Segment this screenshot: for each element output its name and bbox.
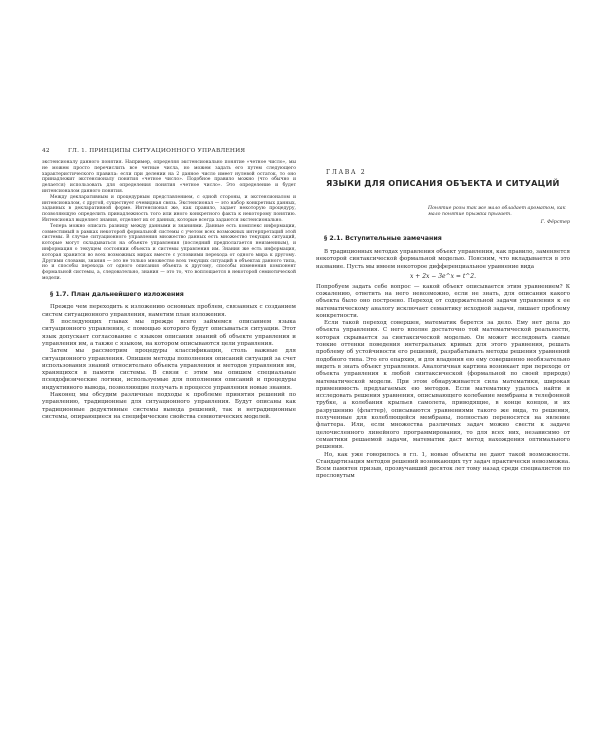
page-number: 42 (42, 148, 50, 154)
chapter-title: ЯЗЫКИ ДЛЯ ОПИСАНИЯ ОБЪЕКТА И СИТУАЦИЙ (326, 177, 560, 188)
paragraph: Теперь можно описать разницу между данными и знаниями. Данные есть комплекс информации, совместимый в рамках некоторой формальной системы с учетом всех возможных интерпретаций этой системы. В случае ситуационного управления множество данных есть множество текущих ситуаций, которые могут складываться на объекте управления (последний предполагается неизменным), и информация о текущем состоянии объекта и системы управления им. Знания же есть информация, которая хранится во всех возможных мирах вместе с условиями перехода от одного мира к другому. Другими словами, знания — это не только множество всех текущих ситуаций в объектах данного типа, но и способы перехода от одного описания объекта к другому, способы изменения компонент формальной системы, а, следовательно, знания — это то, что воплощается в некоторой семиотической модели. (42, 223, 296, 281)
paragraph: В последующих главах мы прежде всего займемся описанием языка ситуационного управления, с помощью которого будут описываться ситуации. Этот язык допускает согласование с языком описания знаний об объекте управления и управления им, а также с языком, на котором описываются цели управления. (42, 319, 296, 347)
paragraph: Затем мы рассмотрим процедуры классификации, столь важные для ситуационного управления. Опишем методы пополнения описаний ситуаций за счет использования знаний относительно объекта управления и методов управления им, хранящихся в памяти системы. В связи с этим мы опишем специальные псевдофизические логики, используемые для пополнения описаний и процедуры индуктивного вывода, позволяющие получать в процессе управления новые знания. (42, 348, 296, 391)
epigraph (428, 206, 570, 226)
running-head (42, 148, 296, 155)
epigraph-author: Г. Фёрстер (540, 220, 570, 226)
chapter-label: ГЛАВА 2 (326, 169, 367, 176)
right-page (316, 148, 570, 481)
paragraph: Попробуем задать себе вопрос — какой объект описывается этим уравнением? К сожалению, ответить на него невозможно, если не знать, для описания какого объекта было оно построено. Переход от содержательной задачи управления к ее математическому аналогу исключает семантику исходной задачи, лишает проблему конкретности. (316, 283, 570, 319)
paragraph: Между декларативным и процедурным представлением, с одной стороны, и экстенсионалом и интенсионалом, с другой, существует очевидная связь. Экстенсионал — это набор конкретных данных, заданных в декларативной форме. Интенсионал же, как правило, задает некоторую процедуру, позволяющую определить принадлежность того или иного конкретного факта к некоторому понятию. Интенсионал выделяет знания, отделяет их от данных, которые всегда задаются экстенсионально. (42, 194, 296, 223)
left-body-small-text (42, 160, 296, 282)
section-title: § 1.7. План дальнейшего изложения (50, 290, 184, 298)
left-body-large-text (42, 304, 296, 421)
paragraph: Наконец мы обсудим различные подходы к проблеме принятия решений по управлению, традиционные для ситуационного управления. Будут описаны как традиционные дедуктивные системы вывода решений, так и нетрадиционные системы, опирающиеся на специфические свойства семиотических моделей. (42, 392, 296, 420)
formula: x + 2x − 3e^x = t^2. (409, 273, 477, 280)
paragraph: В традиционных методах управления объект управления, как правило, заменяется некоторой синтаксической формальной моделью. Поясним, что вкладывается в это название. Пусть мы имеем некоторое дифференциальное уравнение вида (316, 249, 571, 270)
right-body-text (316, 249, 570, 481)
paragraph: Но, как уже говорилось в гл. 1, новые объекты не дают такой возможности. Стандартизация методов решений возникающих тут задач практически невозможна. Всем памятен призыв, прозвучавший десяток лет тому назад среди специалистов по пресловутым (316, 451, 570, 480)
paragraph: экстенсионалу данного понятия. Например, определяя экстенсионально понятие «четное число», мы не можем просто перечислить все четные числа, но можем задать его путем следующего характеристического правила: если при делении на 2 данное число имеет нулевой остаток, то оно принадлежит экстенсионалу понятия «четное число». Подобное правило можно (что обычно и делается) использовать для определения понятия «четное число». Это определение и будет интенсионалом данного понятия. (42, 160, 296, 194)
running-head-title: ГЛ. 1. ПРИНЦИПЫ СИТУАЦИОННОГО УПРАВЛЕНИЯ (68, 148, 246, 154)
epigraph-text: Понятие розы так же мало обладает ароматом, как мало понятие прыжка прыгает. (428, 206, 566, 218)
left-page (42, 148, 296, 421)
section-title: § 2.1. Вступительные замечания (324, 235, 442, 243)
paragraph: Прежде чем переходить к изложению основных проблем, связанных с созданием систем ситуационного управления, наметим план изложения. (42, 304, 296, 318)
paragraph: Если такой переход совершен, математик берется за дело. Ему нет дела до объекта управления. С него вполне достаточно той математической реальности, которая скрывается за синтаксической моделью. Он может исследовать самые тонкие оттенки поведения интегральных кривых для этого уравнения, решать проблему об устойчивости его решений, разрабатывать методы решения уравнений подобного типа. Это его епархия, и для владения ею ему совершенно необязательно видеть в знать объект управления. Аналогичная картина возникает при переходе от объекта управления к любой синтаксической (формальной по своей природе) математической модели. При этом обнаруживается сила математики, широкая применимость предлагаемых ею методов. Если математику удалось найти и исследовать решения уравнения, описывающего колебание мембраны в телефонной трубке, а колебания крыльев самолета, приводящие, в конце концов, и их разрушению (флаттер), описываются уравнениями такого же вида, то решения, полученные для колеблющейся мембраны, полностью переносятся на явление флаттера. Или, если множества различных задач можно свести к задаче целочисленного линейного программирования, то для всех них, независимо от семантики решаемой задачи, математик даст метод нахождения оптимального решения. (316, 320, 570, 451)
